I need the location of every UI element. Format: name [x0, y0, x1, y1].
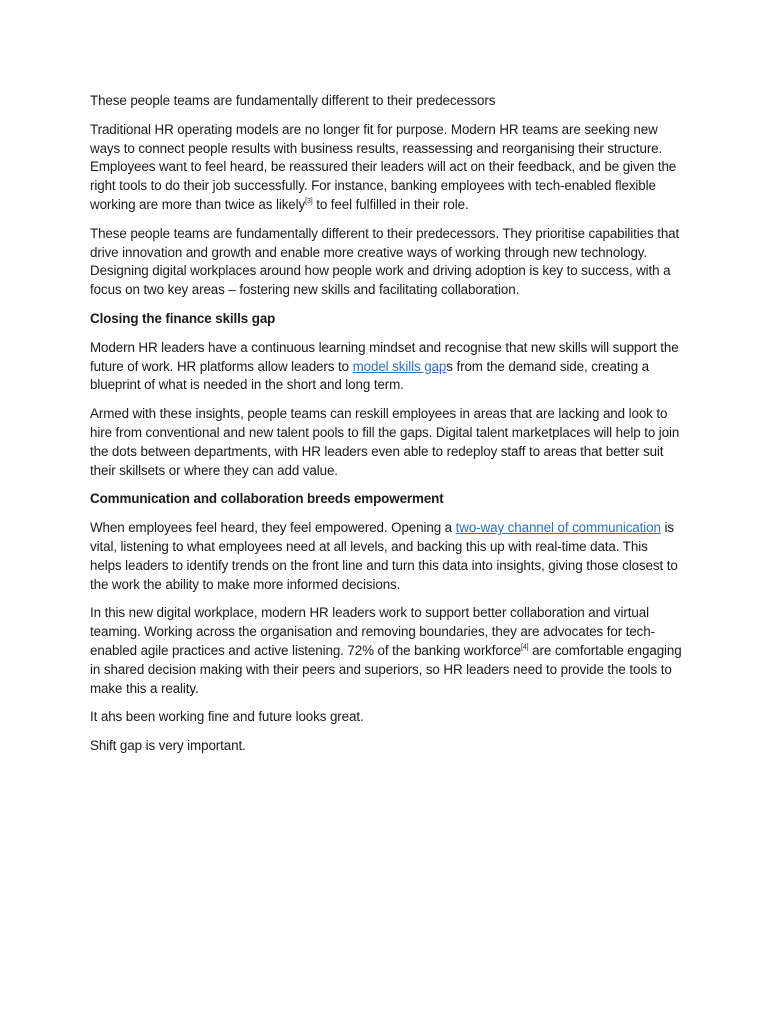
paragraph-reskill: Armed with these insights, people teams can reskill employees in areas that are lacking and look to hire from conventional and new talent pools to fill the gaps. Digital talent marketplaces will help to join the dots between departments, with HR leaders even able to redeploy staff to areas that better suit their skillsets or where they can add value. — [90, 406, 680, 478]
paragraph-working-fine: It ahs been working fine and future looks great. — [90, 709, 364, 725]
paragraph-text: are comfortable engaging in shared decision making with their peers and superiors, so HR leaders need to provide the tools to make this a reality. — [90, 642, 682, 696]
paragraph-traditional-hr — [90, 121, 682, 215]
paragraph-text: s from the demand side, creating a blueprint of what is needed in the short and long term. — [90, 358, 650, 393]
paragraph-learning-mindset — [90, 339, 682, 395]
paragraph-text: In this new digital workplace, modern HR leaders work to support better collaboration and virtual teaming. Working across the organisation and removing boundaries, they are advocates for tech-enabled agile practices and active listening. 72% of the banking workforce — [90, 605, 655, 658]
footnote-ref[interactable]: [4] — [521, 643, 529, 651]
model-skills-gap-link[interactable]: model skills gap — [352, 358, 447, 374]
paragraph-empowerment — [90, 519, 682, 594]
paragraph-intro: These people teams are fundamentally different to their predecessors — [90, 93, 496, 108]
paragraph-people-teams: These people teams are fundamentally different to their predecessors. They prioritise capabilities that drive innovation and growth and enable more creative ways of working through new technology. Designing digital workplaces around how people work and driving adoption is key to success, with a focus on two key areas – fostering new skills and facilitating collaboration. — [90, 225, 680, 298]
paragraph-text: is vital, listening to what employees need at all levels, and backing this up with real-time data. This helps leaders to identify trends on the front line and turn this data into insights, giving those closest to the work the ability to make more informed decisions. — [90, 520, 678, 592]
paragraph-text: Traditional HR operating models are no longer fit for purpose. Modern HR teams are seeking new ways to connect people results with business results, reassessing and reorganising their structure. Employees want to feel heard, be reassured their leaders will act on their feedback, and be given the right tools to do their job successfully. For instance, banking employees with tech-enabled flexible working are more than twice as likely — [90, 121, 677, 212]
paragraph-digital-workplace — [90, 604, 682, 698]
paragraph-text: Modern HR leaders have a continuous learning mindset and recognise that new skills will support the future of work. HR platforms allow leaders to — [90, 339, 679, 374]
heading-skills-gap: Closing the finance skills gap — [90, 310, 276, 326]
heading-communication: Communication and collaboration breeds empowerment — [90, 491, 444, 507]
footnote-ref[interactable]: [3] — [305, 197, 313, 205]
paragraph-text: When employees feel heard, they feel empowered. Opening a — [90, 520, 456, 536]
paragraph-shift-gap: Shift gap is very important. — [90, 738, 246, 754]
two-way-channel-link[interactable]: two-way channel of communication — [455, 520, 661, 536]
paragraph-text: to feel fulfilled in their role. — [312, 196, 469, 212]
